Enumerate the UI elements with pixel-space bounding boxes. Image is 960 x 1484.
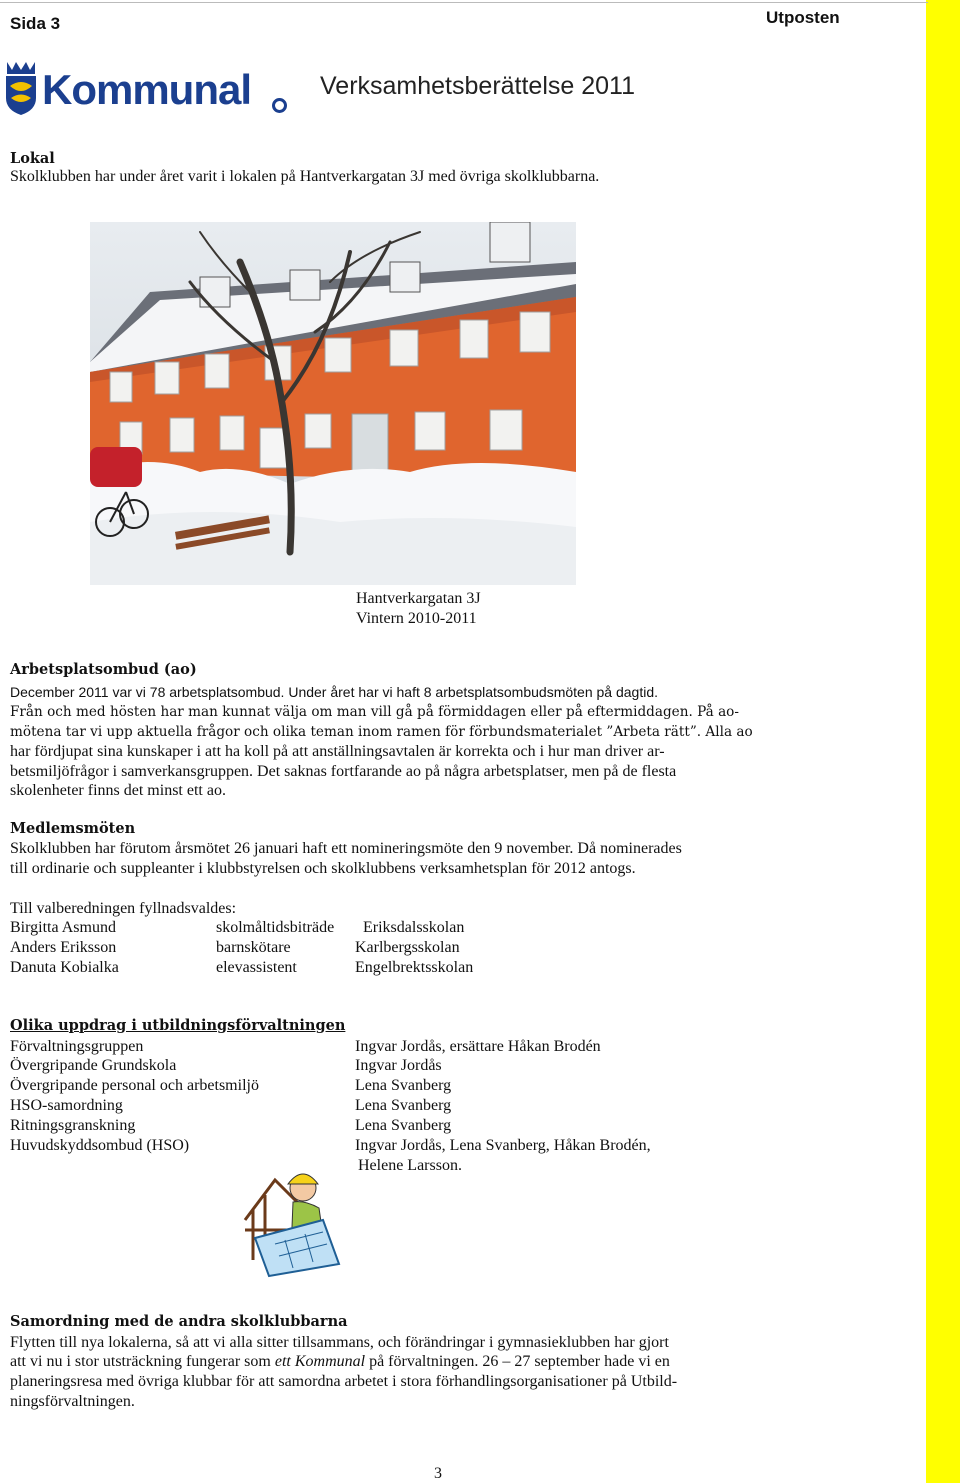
- uppdrag-continuation: Helene Larsson.: [358, 1157, 462, 1174]
- ao-line-4: har fördjupat sina kunskaper i att ha koll på att anställningsavtalen är korrekta och i hur man driver ar-: [10, 743, 665, 760]
- uppdrag-person-2: Ingvar Jordås: [355, 1057, 442, 1074]
- construction-worker-clipart: [235, 1160, 355, 1278]
- photo-caption-line2: Vintern 2010-2011: [356, 610, 477, 627]
- medlemsmoten-heading: Medlemsmöten: [10, 820, 136, 837]
- logo-wordmark: Kommunal: [42, 66, 252, 113]
- worker-blueprint-icon: [235, 1160, 355, 1278]
- logo-ring-icon: [272, 98, 287, 113]
- valberedning-role-2: barnskötare: [216, 939, 291, 956]
- uppdrag-person-1: Ingvar Jordås, ersättare Håkan Brodén: [355, 1038, 601, 1055]
- ao-line-6: skolenheter finns det minst ett ao.: [10, 782, 226, 799]
- kommunal-logo: [4, 60, 294, 116]
- samordning-line-3: planeringsresa med övriga klubbar för att samordna arbetet i stora förhandlingsorganisationer på Utbild-: [10, 1373, 678, 1390]
- valberedning-name-3: Danuta Kobialka: [10, 959, 119, 976]
- samordning-heading: Samordning med de andra skolklubbarna: [10, 1313, 348, 1330]
- valberedning-school-1: Eriksdalsskolan: [363, 919, 465, 936]
- page-number: 3: [434, 1465, 442, 1482]
- uppdrag-assignment-1: Förvaltningsgruppen: [10, 1038, 144, 1055]
- uppdrag-assignment-6: Huvudskyddsombud (HSO): [10, 1137, 190, 1154]
- building-photo: [90, 222, 576, 585]
- ao-line-2: Från och med hösten har man kunnat välja om man vill gå på förmiddagen eller på eftermiddagen. På ao-: [10, 704, 739, 720]
- samordning-line-2-italic: ett Kommunal: [274, 1353, 366, 1370]
- ao-line-5: betsmiljöfrågor i samverkansgruppen. Det saknas fortfarande ao på några arbetsplatser, men på de flesta: [10, 763, 677, 780]
- valberedning-name-2: Anders Eriksson: [10, 939, 117, 956]
- uppdrag-assignment-4: HSO-samordning: [10, 1097, 123, 1114]
- medlemsmoten-line-2: till ordinarie och suppleanter i klubbstyrelsen och skolklubbens verksamhetsplan för 2012 antogs.: [10, 860, 636, 877]
- page-title: Verksamhetsberättelse 2011: [320, 72, 636, 100]
- samordning-line-2: [10, 1352, 670, 1372]
- valberedning-role-3: elevassistent: [216, 959, 297, 976]
- valberedning-school-2: Karlbergsskolan: [355, 939, 460, 956]
- lokal-text: Skolklubben har under året varit i lokalen på Hantverkargatan 3J med övriga skolklubbarna.: [10, 168, 600, 185]
- page-label: Sida 3: [10, 14, 61, 33]
- valberedning-name-1: Birgitta Asmund: [10, 919, 116, 936]
- medlemsmoten-line-1: Skolklubben har förutom årsmötet 26 januari haft ett nomineringsmöte den 9 november. Då nominerades: [10, 840, 682, 857]
- ao-heading: Arbetsplatsombud (ao): [10, 661, 197, 678]
- uppdrag-person-6: Ingvar Jordås, Lena Svanberg, Håkan Brodén,: [355, 1137, 651, 1154]
- building-photo-illustration: [90, 222, 576, 585]
- crown-shield-icon: [4, 60, 38, 116]
- ao-line-3: mötena tar vi upp aktuella frågor och olika teman inom ramen för förbundsmaterialet ”Arbeta rätt”. Alla ao: [10, 724, 753, 740]
- valberedning-school-3: Engelbrektsskolan: [355, 959, 474, 976]
- lokal-heading: Lokal: [10, 150, 55, 167]
- samordning-line-4: ningsförvaltningen.: [10, 1393, 135, 1410]
- uppdrag-heading: Olika uppdrag i utbildningsförvaltningen: [10, 1017, 346, 1034]
- publication-name: Utposten: [766, 8, 840, 27]
- uppdrag-assignment-3: Övergripande personal och arbetsmiljö: [10, 1077, 259, 1094]
- samordning-line-2-end: på förvaltningen. 26 – 27 september hade vi en: [365, 1353, 670, 1370]
- uppdrag-assignment-5: Ritningsgranskning: [10, 1117, 136, 1134]
- valberedning-role-1: skolmåltidsbiträde: [216, 919, 335, 936]
- uppdrag-assignment-2: Övergripande Grundskola: [10, 1057, 177, 1074]
- uppdrag-person-3: Lena Svanberg: [355, 1077, 452, 1094]
- uppdrag-person-5: Lena Svanberg: [355, 1117, 452, 1134]
- side-color-bar: [926, 0, 960, 1483]
- samordning-line-2-start: att vi nu i stor utsträckning fungerar som: [10, 1353, 275, 1370]
- uppdrag-person-4: Lena Svanberg: [355, 1097, 452, 1114]
- header-rule: [0, 2, 928, 3]
- valberedning-intro: Till valberedningen fyllnadsvaldes:: [10, 900, 237, 917]
- photo-caption-line1: Hantverkargatan 3J: [356, 590, 481, 607]
- samordning-line-1: Flytten till nya lokalerna, så att vi alla sitter tillsammans, och förändringar i gymnasieklubben har gjort: [10, 1334, 669, 1351]
- ao-line-1: December 2011 var vi 78 arbetsplatsombud. Under året har vi haft 8 arbetsplatsombudsmöten på dagtid.: [10, 684, 658, 700]
